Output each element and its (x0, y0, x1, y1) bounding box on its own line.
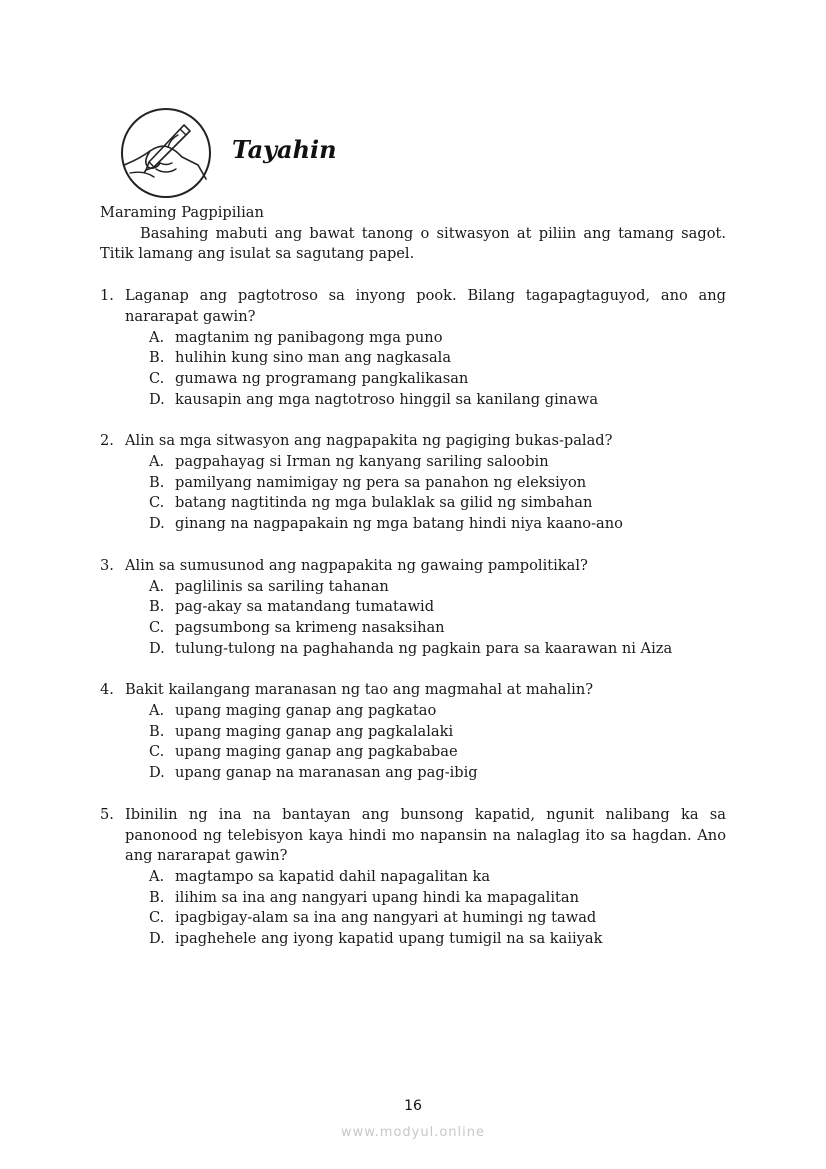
choice-d (125, 763, 726, 784)
choice-c (125, 369, 726, 390)
choice-text: kausapin ang mga nagtotroso hinggil sa kanilang ginawa (175, 390, 599, 408)
choice-letter: D. (149, 515, 165, 533)
question-body (125, 680, 726, 784)
choice-text: ipagbigay-alam sa ina ang nangyari at humingi ng tawad (175, 909, 597, 927)
choice-letter: C. (149, 743, 165, 761)
page-number: 16 (404, 1098, 422, 1114)
question-body (125, 556, 726, 660)
choice-text: upang maging ganap ang pagkalalaki (175, 722, 454, 740)
choice-text: hulihin kung sino man ang nagkasala (175, 349, 452, 367)
question-number: 5. (100, 805, 114, 823)
question-5 (100, 805, 726, 950)
choice-text: pagsumbong sa krimeng nasaksihan (175, 618, 445, 636)
choice-b (125, 597, 726, 618)
question-text: Alin sa mga sitwasyon ang nagpapakita ng pagiging bukas-palad? (125, 432, 613, 450)
choice-a (125, 328, 726, 349)
choice-text: ilihim sa ina ang nangyari upang hindi ka mapagalitan (175, 888, 579, 906)
choice-letter: D. (149, 639, 165, 657)
choice-d (125, 639, 726, 660)
question-number: 1. (100, 287, 114, 305)
choice-letter: B. (149, 473, 165, 491)
choice-letter: D. (149, 930, 165, 948)
choice-letter: B. (149, 349, 165, 367)
choice-letter: A. (149, 867, 165, 885)
choice-text: gumawa ng programang pangkalikasan (175, 369, 469, 387)
choice-letter: A. (149, 328, 165, 346)
section-label: Maraming Pagpipilian (100, 204, 264, 221)
question-body (125, 286, 726, 410)
choice-text: pag-akay sa matandang tumatawid (175, 598, 435, 616)
instructions: Basahing mabuti ang bawat tanong o sitwasyon at piliin ang tamang sagot. Titik lamang ang isulat sa sagutang papel. (100, 224, 726, 263)
choice-d (125, 929, 726, 950)
choice-d (125, 390, 726, 411)
choice-letter: B. (149, 722, 165, 740)
choice-letter: B. (149, 888, 165, 906)
question-1 (100, 286, 726, 410)
choice-c (125, 908, 726, 929)
question-number: 4. (100, 681, 114, 699)
choice-letter: A. (149, 702, 165, 720)
choice-letter: D. (149, 390, 165, 408)
choice-letter: C. (149, 909, 165, 927)
choice-text: pagpahayag si Irman ng kanyang sariling saloobin (175, 453, 549, 471)
question-text: Alin sa sumusunod ang nagpapakita ng gawaing pampolitikal? (125, 556, 588, 574)
question-text: Bakit kailangang maranasan ng tao ang magmahal at mahalin? (125, 681, 594, 699)
choice-d (125, 514, 726, 535)
choice-letter: A. (149, 453, 165, 471)
question-text: Ibinilin ng ina na bantayan ang bunsong kapatid, ngunit nalibang ka sa panonood ng telebisyon kaya hindi mo napansin na nalaglag ito sa hagdan. Ano ang nararapat gawin? (125, 805, 726, 865)
choice-text: batang nagtitinda ng mga bulaklak sa gilid ng simbahan (175, 494, 593, 512)
writing-hand-icon (120, 107, 212, 199)
choice-letter: D. (149, 764, 165, 782)
choice-b (125, 348, 726, 369)
choice-a (125, 867, 726, 888)
choice-letter: B. (149, 598, 165, 616)
choice-text: paglilinis sa sariling tahanan (175, 577, 389, 595)
question-2 (100, 431, 726, 535)
choice-a (125, 701, 726, 722)
choice-b (125, 722, 726, 743)
question-4 (100, 680, 726, 784)
choice-text: upang maging ganap ang pagkababae (175, 743, 458, 761)
choice-letter: A. (149, 577, 165, 595)
choice-a (125, 452, 726, 473)
choice-c (125, 618, 726, 639)
choice-b (125, 473, 726, 494)
watermark: www.modyul.online (340, 1125, 486, 1140)
choice-text: magtampo sa kapatid dahil napagalitan ka (175, 867, 491, 885)
quiz-content (100, 203, 726, 971)
question-number: 2. (100, 432, 114, 450)
choice-c (125, 742, 726, 763)
question-body (125, 805, 726, 950)
choice-text: pamilyang namimigay ng pera sa panahon ng eleksiyon (175, 473, 587, 491)
choice-b (125, 888, 726, 909)
choice-text: tulung-tulong na paghahanda ng pagkain para sa kaarawan ni Aiza (175, 639, 673, 657)
choice-letter: C. (149, 369, 165, 387)
question-3 (100, 556, 726, 660)
choice-text: ginang na nagpapakain ng mga batang hindi niya kaano-ano (175, 515, 623, 533)
question-number: 3. (100, 556, 114, 574)
choice-a (125, 577, 726, 598)
choice-text: magtanim ng panibagong mga puno (175, 328, 443, 346)
page-title: Tayahin (232, 135, 337, 164)
choice-letter: C. (149, 618, 165, 636)
question-body (125, 431, 726, 535)
choice-text: ipaghehele ang iyong kapatid upang tumigil na sa kaiiyak (175, 930, 603, 948)
choice-text: upang maging ganap ang pagkatao (175, 702, 437, 720)
choice-letter: C. (149, 494, 165, 512)
choice-text: upang ganap na maranasan ang pag-ibig (175, 764, 478, 782)
choice-c (125, 493, 726, 514)
question-text: Laganap ang pagtotroso sa inyong pook. Bilang tagapagtaguyod, ano ang nararapat gawin? (125, 287, 726, 325)
